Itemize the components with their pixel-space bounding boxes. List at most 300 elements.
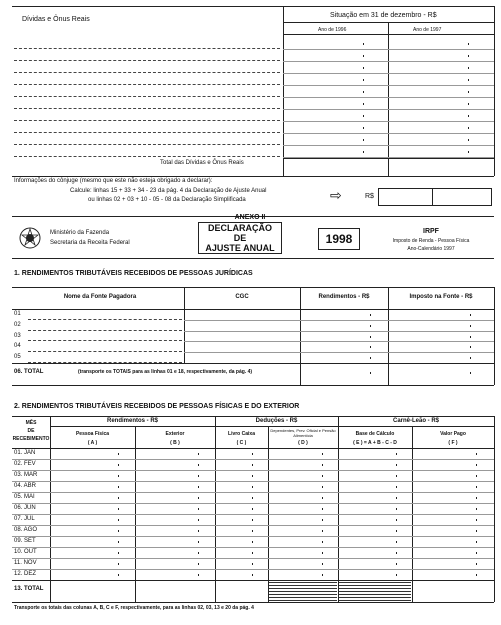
ministerio-label: Ministério da Fazenda: [50, 230, 110, 236]
decimal-separator: [252, 508, 253, 510]
s2-value-field[interactable]: [137, 525, 214, 536]
section2-title: 2. RENDIMENTOS TRIBUTÁVEIS RECEBIDOS DE PESSOAS FÍSICAS E DO EXTERIOR: [14, 403, 300, 410]
s2-value-field[interactable]: [52, 514, 134, 525]
arrow-icon: ⇨: [330, 187, 342, 203]
decimal-separator: [252, 563, 253, 565]
decimal-separator: [252, 530, 253, 532]
debt-1996-field[interactable]: [286, 122, 385, 133]
s2-value-field[interactable]: [270, 514, 336, 525]
situacao-heading: Situação em 31 de dezembro - R$: [330, 12, 437, 19]
s1-top: [12, 287, 494, 288]
s2-value-field[interactable]: [137, 514, 214, 525]
s2-month-label: 10. OUT: [14, 549, 37, 555]
s2-col-livro-letter: ( C ): [236, 440, 247, 446]
s2-month-label: 01. JAN: [14, 450, 36, 456]
s2-value-field[interactable]: [414, 470, 493, 481]
decimal-separator: [396, 552, 397, 554]
s2-month-label: 06. JUN: [14, 505, 36, 511]
s2-month-label: 09. SET: [14, 538, 36, 544]
s2-col-dep-letter: ( D ): [298, 440, 308, 446]
decimal-separator: [198, 563, 199, 565]
debt-description-field[interactable]: [14, 146, 280, 157]
s1-row-number: 03: [14, 332, 21, 339]
s1-total-rend-field[interactable]: [302, 365, 386, 383]
s2-value-field[interactable]: [52, 492, 134, 503]
s2-col-mes-2: DE: [27, 428, 35, 434]
decimal-separator: [198, 464, 199, 466]
s2-value-field[interactable]: [217, 492, 267, 503]
s2-value-field[interactable]: [270, 481, 336, 492]
s2-value-field[interactable]: [340, 470, 410, 481]
decimal-separator: [470, 357, 471, 359]
debt-description-field[interactable]: [14, 62, 280, 73]
decimal-separator: [476, 530, 477, 532]
decimal-separator: [198, 541, 199, 543]
s2-value-field[interactable]: [217, 525, 267, 536]
decimal-separator: [396, 475, 397, 477]
debt-1996-field[interactable]: [286, 146, 385, 157]
s2-value-field[interactable]: [340, 503, 410, 514]
s2-value-field[interactable]: [340, 459, 410, 470]
s2-value-field[interactable]: [217, 558, 267, 569]
s2-value-field[interactable]: [217, 503, 267, 514]
s2-value-field[interactable]: [340, 558, 410, 569]
debt-1997-field[interactable]: [391, 122, 491, 133]
s1-rend-field[interactable]: [302, 331, 386, 342]
header-bottom-line: [12, 258, 494, 259]
s1-row-number: 05: [14, 354, 21, 361]
s2-value-field[interactable]: [340, 536, 410, 547]
decimal-separator: [198, 530, 199, 532]
s2-total-b-field[interactable]: [137, 582, 214, 600]
s2-value-field[interactable]: [137, 470, 214, 481]
s1-nome-field[interactable]: [28, 352, 182, 363]
s1-rend-field[interactable]: [302, 320, 386, 331]
s2-value-field[interactable]: [217, 481, 267, 492]
s2-month-label: 11. NOV: [14, 560, 37, 566]
debt-description-field[interactable]: [14, 50, 280, 61]
decimal-separator: [363, 55, 364, 57]
imposto-label: Imposto de Renda - Pessoa Física: [392, 238, 470, 244]
s2-bottom: [12, 602, 494, 603]
decimal-separator: [198, 486, 199, 488]
debt-1997-field[interactable]: [391, 50, 491, 61]
s1-rend-field[interactable]: [302, 309, 386, 320]
decimal-separator: [396, 486, 397, 488]
years-underline: [283, 34, 494, 35]
s2-value-field[interactable]: [270, 558, 336, 569]
s2-value-field[interactable]: [137, 503, 214, 514]
decimal-separator: [252, 519, 253, 521]
s2-total-blocked-d: [269, 581, 337, 601]
divider-right: [494, 6, 495, 176]
decimal-separator: [118, 519, 119, 521]
decimal-separator: [198, 508, 199, 510]
s2-value-field[interactable]: [270, 448, 336, 459]
debt-1996-field[interactable]: [286, 110, 385, 121]
s2-value-field[interactable]: [52, 459, 134, 470]
decimal-separator: [468, 139, 469, 141]
decimal-separator: [396, 530, 397, 532]
s2-value-field[interactable]: [137, 536, 214, 547]
s1-imposto-field[interactable]: [390, 320, 492, 331]
decimal-separator: [363, 79, 364, 81]
decimal-separator: [322, 541, 323, 543]
s2-col-mes-3: RECEBIMENTO: [12, 436, 50, 442]
decimal-separator: [252, 486, 253, 488]
decimal-separator: [118, 486, 119, 488]
decimal-separator: [476, 552, 477, 554]
decimal-separator: [198, 552, 199, 554]
s2-total-a-field[interactable]: [52, 582, 134, 600]
coat-of-arms-icon: [14, 226, 46, 250]
s2-value-field[interactable]: [137, 448, 214, 459]
s2-value-field[interactable]: [414, 536, 493, 547]
s2-grp-carne: Carnê-Leão - R$: [392, 418, 439, 424]
s2-col-pf: Pessoa Física: [75, 431, 110, 437]
s2-col-ext-letter: ( B ): [170, 440, 180, 446]
s1-rend-field[interactable]: [302, 341, 386, 352]
s1-nome-field[interactable]: [28, 320, 182, 331]
decimal-separator: [118, 530, 119, 532]
decimal-separator: [370, 314, 371, 316]
decimal-separator: [322, 464, 323, 466]
decimal-separator: [252, 453, 253, 455]
conjuge-info: Informações do cônjuge (mesmo que este não esteja obrigado a declarar):: [14, 178, 213, 184]
s2-col-pago: Valor Pago: [440, 431, 466, 437]
debt-description-field[interactable]: [14, 98, 280, 109]
s1-nome-field[interactable]: [28, 341, 182, 352]
s2-value-field[interactable]: [270, 525, 336, 536]
s2-col-base-formula: ( E ) = A + B - C - D: [353, 440, 397, 446]
section1-title: 1. RENDIMENTOS TRIBUTÁVEIS RECEBIDOS DE PESSOAS JURÍDICAS: [14, 270, 253, 277]
decimal-separator: [476, 475, 477, 477]
s1-row-number: 04: [14, 343, 21, 350]
decimal-separator: [252, 497, 253, 499]
anexo-label: ANEXO II: [234, 214, 266, 221]
decimal-separator: [370, 336, 371, 338]
s2-value-field[interactable]: [137, 492, 214, 503]
decimal-separator: [396, 508, 397, 510]
s2-value-field[interactable]: [414, 514, 493, 525]
s1-total-imposto-field[interactable]: [390, 365, 492, 383]
s1-cgc-field[interactable]: [186, 341, 298, 352]
divider-mid: [388, 22, 389, 176]
debt-1997-field[interactable]: [391, 110, 491, 121]
conjuge-field-divider: [432, 188, 433, 206]
decimal-separator: [468, 103, 469, 105]
s2-month-label: 05. MAI: [14, 494, 35, 500]
divider-left: [283, 6, 284, 176]
s2-value-field[interactable]: [217, 514, 267, 525]
s1-col-cgc: CGC: [235, 294, 249, 300]
s2-value-field[interactable]: [414, 459, 493, 470]
s2-value-field[interactable]: [340, 514, 410, 525]
s2-value-field[interactable]: [52, 569, 134, 580]
s2-value-field[interactable]: [52, 448, 134, 459]
decimal-separator: [252, 552, 253, 554]
s2-value-field[interactable]: [270, 470, 336, 481]
s2-group-underline: [50, 426, 494, 427]
decimal-separator: [322, 453, 323, 455]
debt-1996-field[interactable]: [286, 38, 385, 49]
decimal-separator: [118, 552, 119, 554]
s1-imposto-field[interactable]: [390, 352, 492, 363]
debt-1996-field[interactable]: [286, 98, 385, 109]
debt-1996-field[interactable]: [286, 74, 385, 85]
s2-value-field[interactable]: [52, 558, 134, 569]
decimal-separator: [322, 574, 323, 576]
s2-month-label: 12. DEZ: [14, 571, 37, 577]
decimal-separator: [476, 574, 477, 576]
s2-total-label: 13. TOTAL: [14, 586, 44, 592]
calculo-line-2: ou linhas 02 + 03 + 10 - 05 - 08 da Declaração Simplificada: [88, 197, 246, 203]
s2-value-field[interactable]: [270, 459, 336, 470]
s2-value-field[interactable]: [52, 536, 134, 547]
decimal-separator: [396, 453, 397, 455]
decimal-separator: [468, 55, 469, 57]
s2-value-field[interactable]: [217, 536, 267, 547]
s2-grp-ded: Deduções - R$: [255, 418, 298, 424]
decimal-separator: [468, 151, 469, 153]
debt-1997-field[interactable]: [391, 146, 491, 157]
s2-value-field[interactable]: [414, 481, 493, 492]
s2-value-field[interactable]: [270, 547, 336, 558]
decimal-separator: [198, 453, 199, 455]
secretaria-label: Secretaria da Receita Federal: [50, 240, 130, 246]
s1-total-top: [12, 363, 494, 364]
s1-col-div-2: [300, 287, 301, 385]
s2-total-top: [12, 580, 494, 581]
decimal-separator: [370, 357, 371, 359]
decimal-separator: [363, 151, 364, 153]
s2-value-field[interactable]: [137, 459, 214, 470]
year-1996-label: Ano de 1996: [318, 27, 347, 33]
decimal-separator: [476, 508, 477, 510]
s2-value-field[interactable]: [217, 547, 267, 558]
debt-description-field[interactable]: [14, 110, 280, 121]
decimal-separator: [322, 552, 323, 554]
year-1997-label: Ano de 1997: [413, 27, 442, 33]
decimal-separator: [118, 497, 119, 499]
s1-total-label: 06. TOTAL: [14, 369, 44, 375]
decimal-separator: [370, 346, 371, 348]
s1-cgc-field[interactable]: [186, 352, 298, 363]
debt-1997-field[interactable]: [391, 134, 491, 145]
decimal-separator: [363, 103, 364, 105]
s2-value-field[interactable]: [340, 448, 410, 459]
debt-description-field[interactable]: [14, 122, 280, 133]
decimal-separator: [363, 139, 364, 141]
debt-1997-field[interactable]: [391, 86, 491, 97]
decimal-separator: [470, 346, 471, 348]
s2-col-pf-letter: ( A ): [87, 440, 98, 446]
decimal-separator: [118, 574, 119, 576]
decimal-separator: [252, 574, 253, 576]
debts-total-label: Total das Dívidas e Ônus Reais: [160, 160, 244, 166]
decimal-separator: [468, 115, 469, 117]
debt-1996-field[interactable]: [286, 62, 385, 73]
decimal-separator: [476, 453, 477, 455]
decimal-separator: [198, 574, 199, 576]
declaration-title-3: AJUSTE ANUAL: [205, 243, 275, 253]
decimal-separator: [468, 43, 469, 45]
s2-value-field[interactable]: [340, 481, 410, 492]
decimal-separator: [470, 325, 471, 327]
calculo-line-1: Calcule: linhas 15 + 33 + 34 - 23 da pág. 4 da Declaração de Ajuste Anual: [70, 188, 267, 194]
decimal-separator: [363, 43, 364, 45]
decimal-separator: [468, 91, 469, 93]
s2-value-field[interactable]: [217, 470, 267, 481]
s2-total-f-field[interactable]: [414, 582, 493, 600]
s1-row-number: 02: [14, 321, 21, 328]
debt-1997-field[interactable]: [391, 38, 491, 49]
s1-total-note: (transporte os TOTAIS para as linhas 01 e 18, respectivamente, da pág. 4): [78, 369, 253, 375]
decimal-separator: [198, 475, 199, 477]
s1-col-div-4: [494, 287, 495, 385]
s2-value-field[interactable]: [340, 492, 410, 503]
decimal-separator: [396, 574, 397, 576]
s2-value-field[interactable]: [137, 569, 214, 580]
situacao-underline: [283, 22, 494, 23]
s2-value-field[interactable]: [340, 569, 410, 580]
rs-label: R$: [365, 193, 374, 200]
s2-value-field[interactable]: [217, 569, 267, 580]
decimal-separator: [468, 127, 469, 129]
s1-bottom: [12, 385, 494, 386]
s2-value-field[interactable]: [137, 547, 214, 558]
s2-value-field[interactable]: [414, 547, 493, 558]
s2-div-right: [494, 416, 495, 602]
s2-month-label: 02. FEV: [14, 461, 36, 467]
debt-1997-field[interactable]: [391, 62, 491, 73]
decimal-separator: [370, 325, 371, 327]
s2-value-field[interactable]: [414, 503, 493, 514]
debt-1997-field[interactable]: [391, 74, 491, 85]
decimal-separator: [322, 519, 323, 521]
decimal-separator: [198, 497, 199, 499]
decimal-separator: [322, 508, 323, 510]
conjuge-value-field[interactable]: [378, 188, 492, 206]
s2-top: [12, 416, 494, 417]
s2-value-field[interactable]: [270, 536, 336, 547]
top-bottom-border: [12, 176, 494, 177]
decimal-separator: [363, 67, 364, 69]
decimal-separator: [118, 453, 119, 455]
s2-value-field[interactable]: [414, 525, 493, 536]
top-border: [12, 6, 494, 7]
decimal-separator: [470, 314, 471, 316]
s2-value-field[interactable]: [414, 448, 493, 459]
s1-imposto-field[interactable]: [390, 341, 492, 352]
s2-total-c-field[interactable]: [217, 582, 267, 600]
s2-value-field[interactable]: [52, 481, 134, 492]
irpf-label: IRPF: [423, 228, 439, 235]
s1-col-rend: Rendimentos - R$: [318, 294, 370, 300]
s2-col-dep: Dependentes, Prev. Oficial e Pensão Alimentícia: [270, 428, 336, 438]
s1-nome-field[interactable]: [28, 331, 182, 342]
s2-value-field[interactable]: [414, 569, 493, 580]
s1-imposto-field[interactable]: [390, 331, 492, 342]
s2-value-field[interactable]: [270, 492, 336, 503]
s1-cgc-field[interactable]: [186, 331, 298, 342]
s2-col-pago-letter: ( F ): [448, 440, 458, 446]
decimal-separator: [363, 91, 364, 93]
s2-value-field[interactable]: [52, 470, 134, 481]
debts-total-1996-field[interactable]: [286, 159, 385, 174]
decimal-separator: [476, 486, 477, 488]
s1-imposto-field[interactable]: [390, 309, 492, 320]
decimal-separator: [363, 127, 364, 129]
s1-row-number: 01: [14, 311, 21, 317]
decimal-separator: [322, 563, 323, 565]
s1-col-div-3: [388, 287, 389, 385]
debt-1997-field[interactable]: [391, 98, 491, 109]
debt-1996-field[interactable]: [286, 134, 385, 145]
debt-1996-field[interactable]: [286, 50, 385, 61]
s2-col-ext: Exterior: [165, 431, 185, 437]
s2-value-field[interactable]: [340, 525, 410, 536]
debts-total-1997-field[interactable]: [391, 159, 491, 174]
s2-month-label: 04. ABR: [14, 483, 37, 489]
s2-value-field[interactable]: [414, 492, 493, 503]
s2-total-blocked-e: [339, 581, 411, 601]
s1-rend-field[interactable]: [302, 352, 386, 363]
s1-cgc-field[interactable]: [186, 309, 298, 320]
decimal-separator: [322, 497, 323, 499]
year-label: 1998: [325, 232, 353, 246]
s2-value-field[interactable]: [52, 525, 134, 536]
decimal-separator: [476, 464, 477, 466]
s2-month-label: 08. AGO: [14, 527, 38, 533]
s2-value-field[interactable]: [52, 503, 134, 514]
s2-value-field[interactable]: [270, 569, 336, 580]
s1-cgc-field[interactable]: [186, 320, 298, 331]
declaration-title-2: DE: [233, 233, 247, 243]
decimal-separator: [252, 541, 253, 543]
s2-value-field[interactable]: [137, 558, 214, 569]
decimal-separator: [476, 497, 477, 499]
decimal-separator: [118, 464, 119, 466]
debt-description-field[interactable]: [14, 134, 280, 145]
declaration-title-1: DECLARAÇÃO: [208, 223, 272, 233]
decimal-separator: [322, 486, 323, 488]
debt-description-field[interactable]: [14, 86, 280, 97]
s2-value-field[interactable]: [217, 448, 267, 459]
s2-value-field[interactable]: [52, 547, 134, 558]
debt-description-field[interactable]: [14, 74, 280, 85]
decimal-separator: [363, 115, 364, 117]
decimal-separator: [476, 519, 477, 521]
decimal-separator: [396, 563, 397, 565]
s1-col-nome: Nome da Fonte Pagadora: [63, 294, 137, 300]
decimal-separator: [252, 475, 253, 477]
s2-col-livro: Livro Caixa: [228, 431, 255, 437]
s2-value-field[interactable]: [217, 459, 267, 470]
debts-title: Dívidas e Ônus Reais: [22, 16, 90, 23]
s2-value-field[interactable]: [340, 547, 410, 558]
s1-col-imposto: Imposto na Fonte - R$: [409, 294, 473, 300]
s2-value-field[interactable]: [414, 558, 493, 569]
debt-1996-field[interactable]: [286, 86, 385, 97]
s1-nome-field[interactable]: [28, 309, 182, 320]
debt-description-field[interactable]: [14, 38, 280, 49]
decimal-separator: [322, 530, 323, 532]
s2-grp-rend: Rendimentos - R$: [106, 418, 158, 424]
s2-value-field[interactable]: [270, 503, 336, 514]
s2-value-field[interactable]: [137, 481, 214, 492]
s2-month-label: 03. MAR: [14, 472, 38, 478]
